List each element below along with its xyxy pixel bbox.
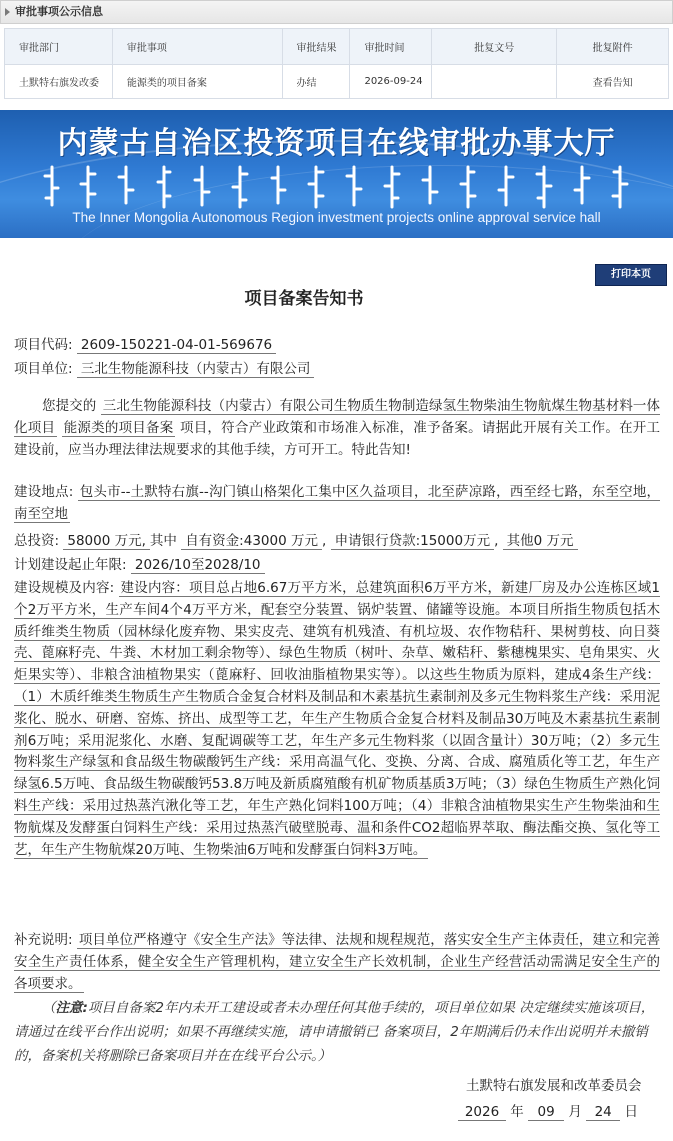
period-label: 计划建设起止年限:	[14, 557, 127, 573]
scale-paragraph	[14, 578, 660, 861]
signer: 土默特右旗发展和改革委员会	[466, 1078, 642, 1094]
investment-label: 总投资:	[14, 533, 60, 549]
location-label: 建设地点:	[14, 484, 74, 500]
project-unit-line	[14, 358, 314, 380]
note-text: 项目自备案2年内未开工建设或者未办理任何其他手续的，项目单位如果 决定继续实施该项目，请通过在线平台作出说明；如果不再继续实施，请申请撤销已 备案项目，2年期满后仍未作出说明并未撤销的，备案机关将删除已备案项目并在在线平台公示。）	[14, 1000, 655, 1064]
period-value: 2026/10至2028/10	[131, 557, 265, 574]
supplement-paragraph	[14, 930, 660, 995]
supplement-label: 补充说明:	[14, 932, 73, 948]
notice-paragraph	[14, 396, 660, 461]
panel-title: 审批事项公示信息	[15, 5, 103, 18]
project-name: 三北生物能源科技（内蒙古）有限公司生物质生物制造绿氢生物柴油生物航煤生物基材料一体化项目	[14, 398, 661, 436]
date-day-unit: 日	[624, 1104, 638, 1120]
table-cell: 能源类的项目备案	[112, 65, 282, 99]
column-header: 审批结果	[282, 29, 350, 65]
column-header: 审批部门	[5, 29, 113, 65]
table-cell: 2026-09-24	[350, 65, 432, 99]
scale-label: 建设规模及内容:	[14, 580, 115, 596]
date-year-unit: 年	[510, 1104, 524, 1120]
date-month: 09	[528, 1104, 564, 1121]
note-label: 注意:	[55, 1000, 88, 1016]
document-title: 项目备案告知书	[244, 289, 364, 309]
location-paragraph	[14, 482, 660, 526]
table-cell	[432, 65, 557, 99]
supplement-value: 项目单位严格遵守《安全生产法》等法律、法规和规程规范，落实安全生产主体责任，建立和完善安全生产责任体系，健全安全生产管理机构，建立安全生产长效机制，企业生产经营活动需满足安全生产的各项要求。	[14, 932, 660, 992]
date-month-unit: 月	[568, 1104, 582, 1120]
table-row	[5, 65, 669, 99]
project-code-value: 2609-150221-04-01-569676	[77, 337, 276, 354]
investment-total: 58000 万元,	[63, 533, 150, 550]
signature-date	[458, 1100, 638, 1121]
project-unit-value: 三北生物能源科技（内蒙古）有限公司	[77, 361, 315, 378]
approval-table	[4, 28, 669, 99]
project-code-line	[14, 334, 276, 356]
mongolian-script-graphic	[40, 162, 640, 212]
caret-right-icon	[5, 8, 10, 16]
project-code-label: 项目代码:	[14, 337, 73, 353]
table-header-row	[5, 29, 669, 65]
banner	[0, 110, 673, 238]
project-unit-label: 项目单位:	[14, 361, 73, 377]
column-header: 审批事项	[112, 29, 282, 65]
note-paragraph	[14, 996, 664, 1068]
table-cell: 土默特右旗发改委	[5, 65, 113, 99]
date-day: 24	[586, 1104, 620, 1121]
note-text: （	[42, 1000, 56, 1016]
investment-other: 其他0 万元	[503, 533, 578, 550]
banner-title: 内蒙古自治区投资项目在线审批办事大厅	[57, 126, 616, 161]
column-header: 审批时间	[350, 29, 432, 65]
notice-text: 项目，符合产业政策和市场准入标准，准予备案。请据此开展有关工作。在开工建设前，应当办理法律法规要求的其他手续，方可开工。特此告知!	[14, 419, 661, 458]
table-cell: 办结	[282, 65, 350, 99]
project-type: 能源类的项目备案	[63, 419, 174, 436]
column-header: 批复附件	[557, 29, 669, 65]
panel-header	[0, 0, 673, 24]
notice-text: 您提交的	[42, 398, 97, 414]
investment-loan: 申请银行贷款:15000万元	[331, 533, 495, 550]
date-year: 2026	[458, 1104, 506, 1121]
view-notice-link[interactable]: 查看告知	[557, 65, 669, 99]
investment-line: 总投资: 58000 万元, 其中 自有资金:43000 万元 , 申请银行贷款:15000万元 , 其他0 万元	[14, 530, 578, 552]
scale-value: 建设内容：项目总占地6.67万平方米，总建筑面积6万平方米，新建厂房及办公连栋区域1个2万平方米，生产车间4个4万平方米，配套空分装置、锅炉装置、储罐等设施。本项目所指生物质包括木质纤维类生物质（园林绿化废弃物、果实皮壳、建筑有机残渣、有机垃圾、农作物秸秆、果树剪枝、向日葵壳、蓖麻籽壳、牛粪、木材加工剩余物等）、绿色生物质（树叶、杂草、嫩秸秆、紫穗槐果实、皂角果实、火炬果实等）、非粮含油植物果实（蓖麻籽、回收油脂植物果实等）。以这些生物质为原料，建成4条生产线：（1）木质纤维类生物质生产生物质合金复合材料及制品和木素基抗生素制剂及多元生物料浆生产线：采用泥浆化、脱水、研磨、窑炼、挤出、成型等工艺，年生产生物质合金复合材料及制品30万吨及木素基抗生素制剂6万吨；采用泥浆化、水磨、复配调碳等工艺，年生产多元生物料浆（以固含量计）30万吨；（2）多元生物料浆生产绿氢和食品级生物碳酸钙生产线：采用高温气化、变换、分离、合成、腐殖质化等工艺，年生产绿氢6.5万吨、食品级生物碳酸钙53.8万吨及新质腐殖酸有机矿物质基质3万吨；（3）绿色生物质生产熟化饲料生产线：采用过热蒸汽湫化等工艺，年生产熟化饲料100万吨；（4）非粮含油植物果实生产生物柴油和生物航煤及发酵蛋白饲料生产线：采用过热蒸汽破壁脱毒、温和条件CO2超临界萃取、酶法酯交换、氢化等工艺，年生产生物航煤20万吨、生物柴油6万吨和发酵蛋白饲料3万吨。	[14, 580, 660, 858]
investment-self: 自有资金:43000 万元	[181, 533, 322, 550]
location-value: 包头市--土默特右旗--沟门镇山格架化工集中区久益项目，北至萨凉路，西至经七路，东至空地，南至空地	[14, 484, 660, 522]
column-header: 批复文号	[432, 29, 557, 65]
investment-text: 其中	[149, 533, 177, 549]
banner-subtitle: The Inner Mongolia Autonomous Region investment projects online approval service hall	[72, 210, 601, 225]
print-button[interactable]: 打印本页	[595, 264, 667, 286]
period-line	[14, 554, 265, 576]
